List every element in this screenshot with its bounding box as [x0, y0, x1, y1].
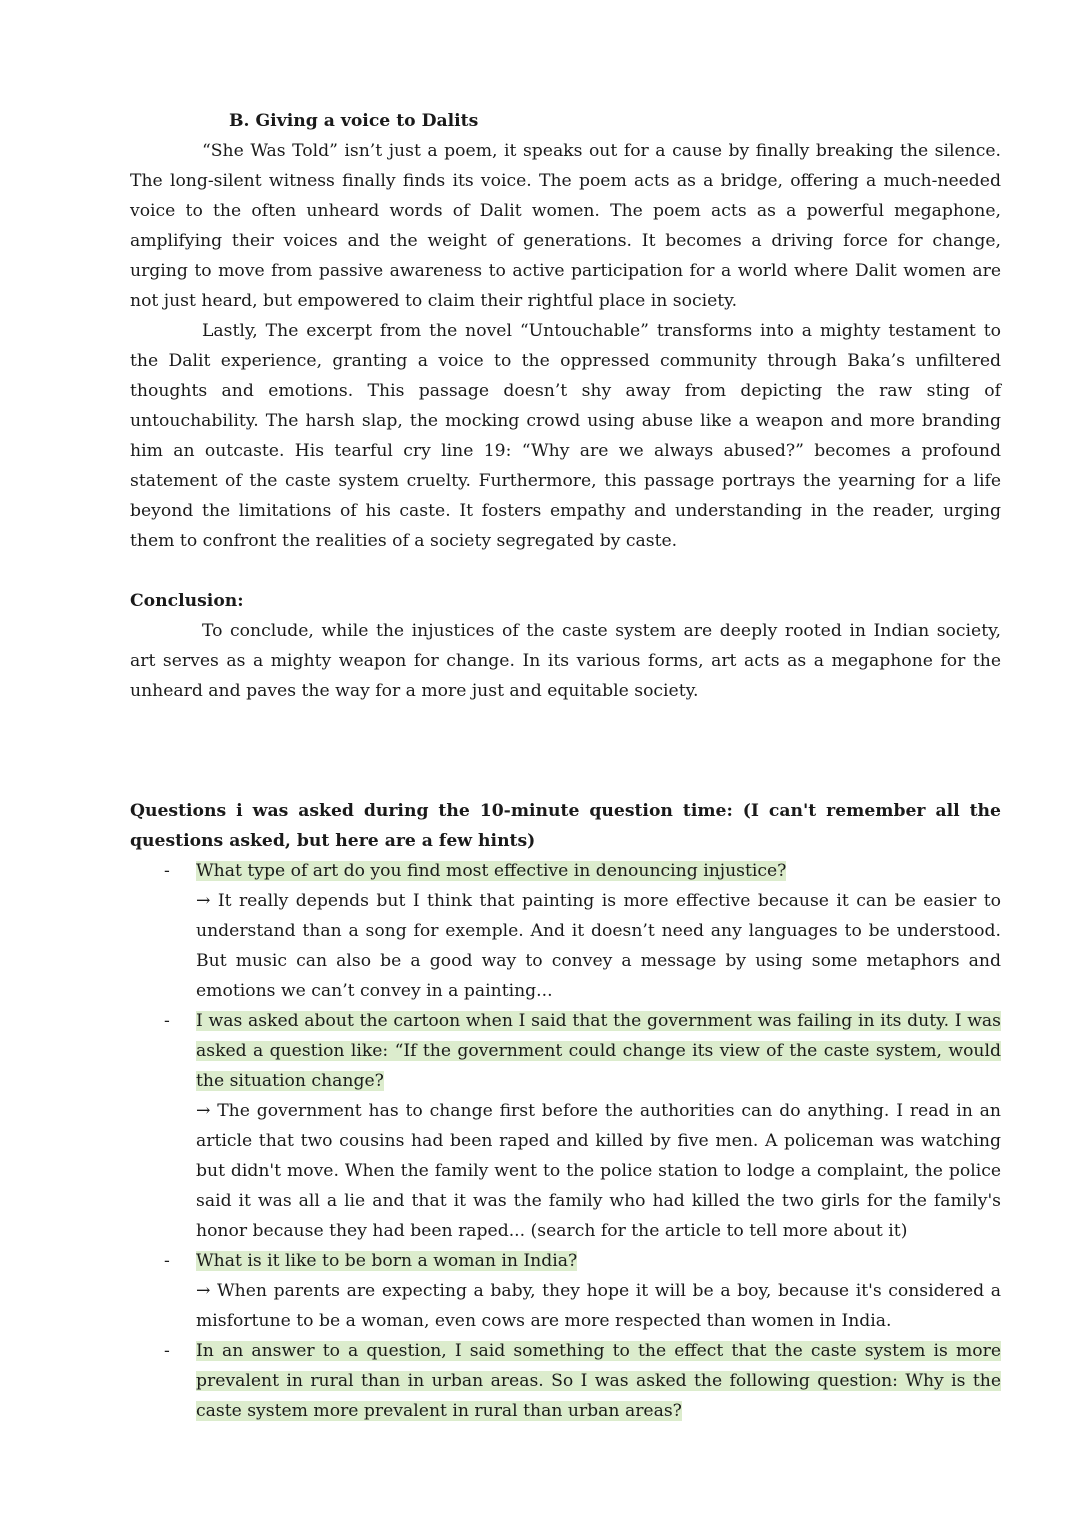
bullet-dash: - — [164, 1251, 170, 1271]
bullet-dash: - — [164, 1341, 170, 1361]
question-text — [196, 1336, 1001, 1426]
bullet-dash: - — [164, 861, 170, 881]
bullet-dash: - — [164, 1011, 170, 1031]
document-page — [130, 106, 1001, 1426]
answer-text: → The government has to change first before the authorities can do anything. I read in an article that two cousins had been raped and killed by five men. A policeman was watching but didn't move. When the family went to the police station to lodge a complaint, the police said it was all a lie and that it was the family who had killed the two girls for the family's honor because they had been raped... (search for the article to tell more about it) — [196, 1101, 1001, 1241]
list-item — [130, 1006, 1001, 1246]
question-text — [196, 1246, 1001, 1276]
spacer — [130, 556, 1001, 586]
section-b-heading: B. Giving a voice to Dalits — [229, 111, 479, 131]
answer-text: → When parents are expecting a baby, they hope it will be a boy, because it's considered a misfortune to be a woman, even cows are more respected than women in India. — [196, 1281, 1001, 1331]
spacer — [130, 706, 1001, 796]
section-b-paragraph-1: “She Was Told” isn’t just a poem, it speaks out for a cause by finally breaking the silence. The long-silent witness finally finds its voice. The poem acts as a bridge, offering a much-needed voice to the often unheard words of Dalit women. The poem acts as a powerful megaphone, amplifying their voices and the weight of generations. It becomes a driving force for change, urging to move from passive awareness to active participation for a world where Dalit women are not just heard, but empowered to claim their rightful place in society. — [130, 141, 1001, 311]
questions-heading: Questions i was asked during the 10-minute question time: (I can't remember all the questions asked, but here are a few hints) — [130, 801, 1001, 851]
question-highlight: What type of art do you find most effective in denouncing injustice? — [196, 861, 787, 881]
section-b-paragraph-2: Lastly, The excerpt from the novel “Untouchable” transforms into a mighty testament to the Dalit experience, granting a voice to the oppressed community through Baka’s unfiltered thoughts and emotions. This passage doesn’t shy away from depicting the raw sting of untouchability. The harsh slap, the mocking crowd using abuse like a weapon and more branding him an outcaste. His tearful cry line 19: “Why are we always abused?” becomes a profound statement of the caste system cruelty. Furthermore, this passage portrays the yearning for a life beyond the limitations of his caste. It fosters empathy and understanding in the reader, urging them to confront the realities of a society segregated by caste. — [130, 321, 1001, 551]
list-item — [130, 1246, 1001, 1336]
question-highlight: I was asked about the cartoon when I said that the government was failing in its duty. I was asked a question like: “If the government could change its view of the caste system, would the situation change? — [196, 1011, 1001, 1091]
conclusion-heading: Conclusion: — [130, 591, 244, 611]
list-item — [130, 856, 1001, 1006]
answer-text: → It really depends but I think that painting is more effective because it can be easier to understand than a song for exemple. And it doesn’t need any languages to be understood. But music can also be a good way to convey a message by using some metaphors and emotions we can’t convey in a painting... — [196, 891, 1001, 1001]
questions-list — [130, 856, 1001, 1426]
question-highlight: In an answer to a question, I said something to the effect that the caste system is more prevalent in rural than in urban areas. So I was asked the following question: Why is the caste system more prevalent in rural than urban areas? — [196, 1341, 1001, 1421]
list-item — [130, 1336, 1001, 1426]
question-highlight: What is it like to be born a woman in India? — [196, 1251, 578, 1271]
question-text — [196, 856, 1001, 886]
question-text — [196, 1006, 1001, 1096]
conclusion-text: To conclude, while the injustices of the caste system are deeply rooted in Indian society, art serves as a mighty weapon for change. In its various forms, art acts as a megaphone for the unheard and paves the way for a more just and equitable society. — [130, 621, 1001, 701]
